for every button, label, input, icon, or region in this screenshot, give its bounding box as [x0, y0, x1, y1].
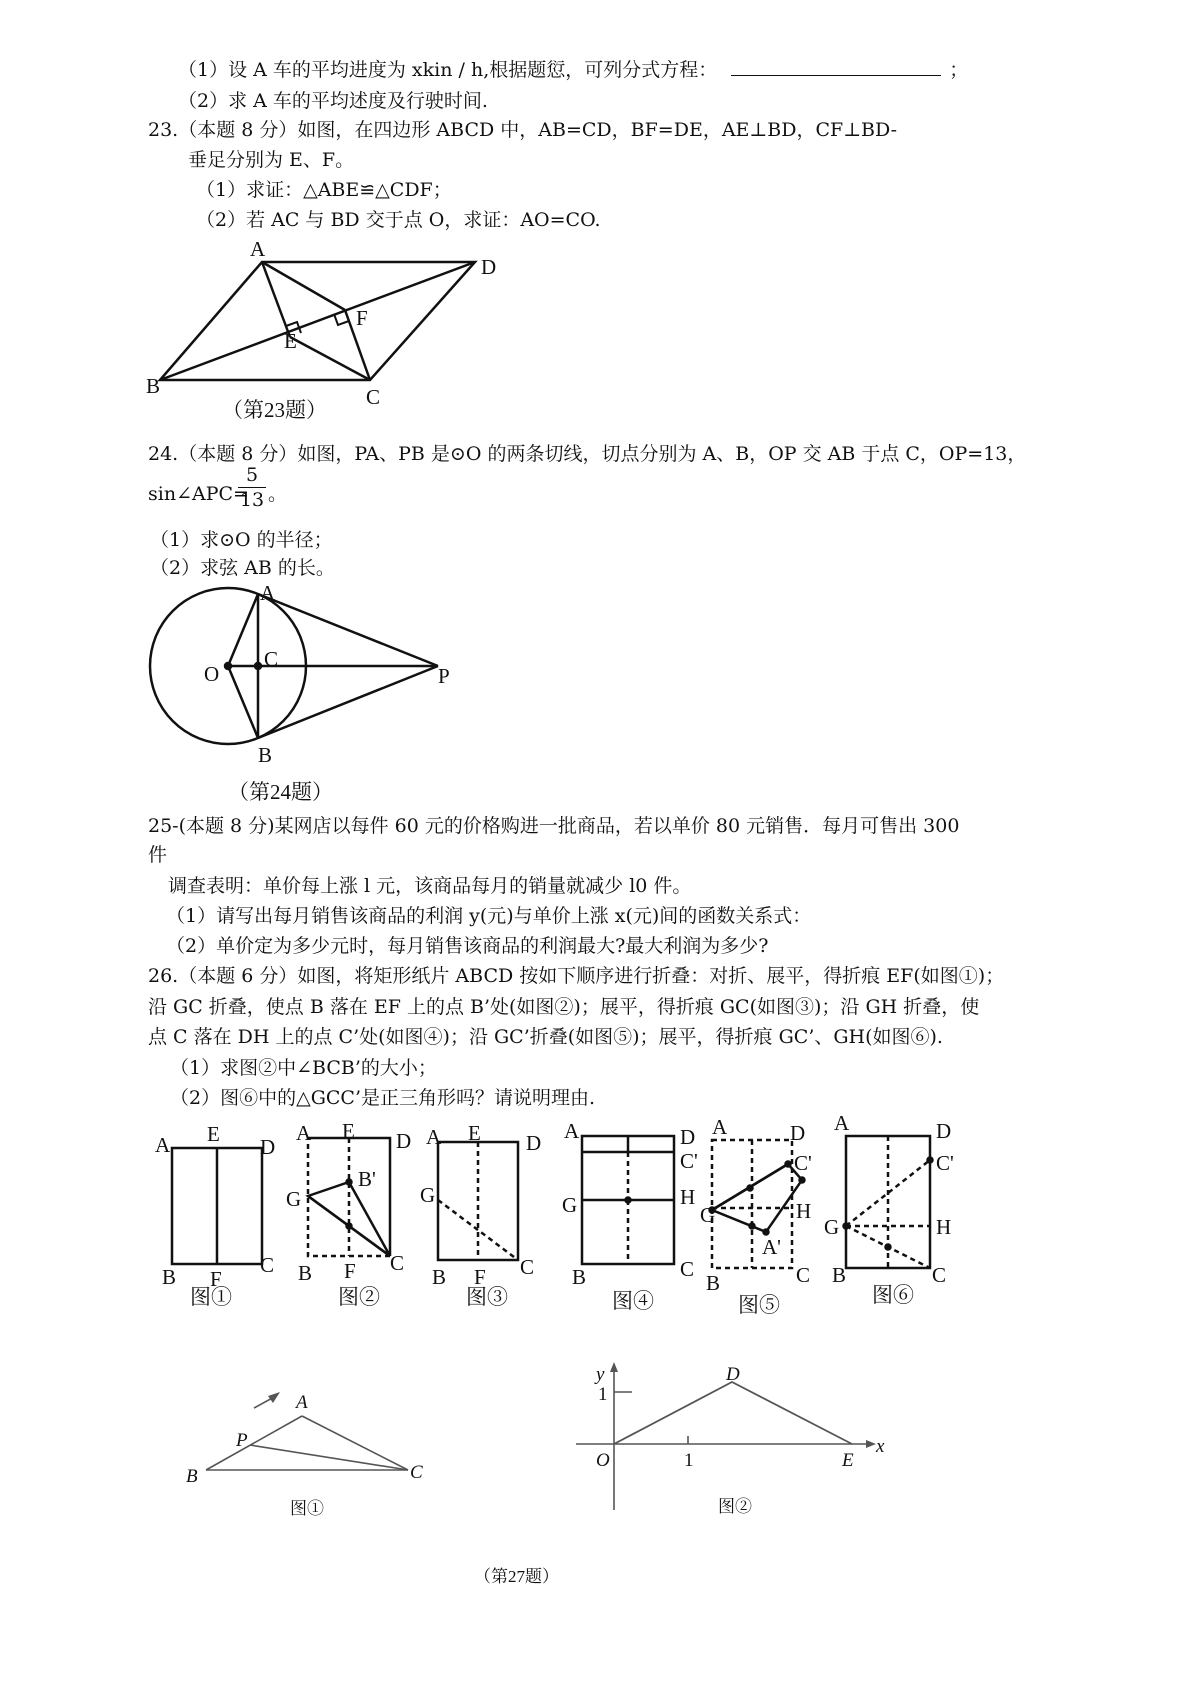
- label-cp: C': [794, 1151, 812, 1175]
- label-b: B: [832, 1263, 847, 1287]
- label-b: B: [258, 743, 273, 767]
- fig2-caption: 图②: [338, 1285, 380, 1309]
- q24-sin-suffix: 。: [268, 483, 288, 505]
- label-b: B: [706, 1271, 721, 1295]
- q25-stem-line1: 25-(本题 8 分)某网店以每件 60 元的价格购进一批商品，若以单价 80 元销售．每月可售出 300: [148, 815, 960, 837]
- label-a: A: [250, 237, 266, 261]
- label-c: C: [410, 1462, 423, 1483]
- label-c: C: [796, 1263, 811, 1287]
- label-h: H: [936, 1215, 952, 1239]
- point-g: [844, 1224, 849, 1229]
- label-d: D: [790, 1121, 806, 1145]
- segment-af: [262, 262, 345, 310]
- label-b: B: [162, 1265, 177, 1289]
- q22-part1-text: （1）设 A 车的平均进度为 xkin / h,根据题愆，可列分式方程：: [178, 59, 718, 81]
- q25-part1: （1）请写出每月销售该商品的利润 y(元)与单价上涨 x(元)间的函数关系式：: [166, 905, 812, 927]
- label-c: C: [390, 1251, 405, 1275]
- q26-fig2: [308, 1138, 390, 1256]
- q26-fig6: [844, 1136, 933, 1268]
- label-f: F: [344, 1259, 356, 1283]
- diagonal-bd: [160, 262, 475, 380]
- q27-caption: （第27题）: [474, 1567, 559, 1586]
- label-e: E: [207, 1122, 220, 1146]
- point-c: [255, 663, 261, 669]
- label-f: F: [474, 1265, 486, 1289]
- radius-ob: [228, 666, 258, 738]
- label-g: G: [420, 1183, 436, 1207]
- label-c: C: [260, 1253, 275, 1277]
- label-c: C: [680, 1257, 695, 1281]
- label-d: D: [680, 1125, 696, 1149]
- point-cp: [928, 1158, 933, 1163]
- label-x: x: [876, 1436, 885, 1457]
- q24-sin-prefix: sin∠APC=: [148, 483, 249, 505]
- label-d: D: [260, 1135, 276, 1159]
- label-one-x: 1: [684, 1450, 694, 1471]
- point-o: [225, 663, 231, 669]
- label-cp: C': [680, 1149, 698, 1173]
- label-h: H: [796, 1199, 812, 1223]
- q26-part2: （2）图⑥中的△GCC’是正三角形吗？请说明理由.: [170, 1087, 596, 1109]
- q26-fig3: [438, 1142, 518, 1260]
- label-d: D: [526, 1131, 542, 1155]
- label-c: C: [932, 1263, 947, 1287]
- q26-part1: （1）求图②中∠BCB’的大小；: [170, 1057, 437, 1079]
- point-upper: [748, 1186, 753, 1191]
- graph-line-ode: [614, 1382, 852, 1444]
- q26-stem-line3: 点 C 落在 DH 上的点 C’处(如图④)；沿 GC’折叠(如图⑤)；展平，得折痕 GC’、GH(如图⑥).: [148, 1026, 943, 1048]
- label-a: A: [426, 1125, 442, 1149]
- label-o: O: [596, 1450, 610, 1471]
- q22-part1-end: ；: [949, 59, 969, 81]
- q23-part1: （1）求证：△ABE≌△CDF；: [196, 179, 452, 201]
- label-p: P: [438, 664, 450, 688]
- label-d: D: [396, 1129, 412, 1153]
- label-bp: B': [358, 1167, 376, 1191]
- point-mid: [886, 1245, 891, 1250]
- label-e: E: [284, 329, 297, 353]
- q23-stem-line2: 垂足分别为 E、F。: [188, 149, 355, 171]
- point-bp: [347, 1180, 352, 1185]
- q24-stem-line1: 24.（本题 8 分）如图，PA、PB 是⊙O 的两条切线，切点分别为 A、B，OP 交 AB 于点 C，OP=13，: [148, 443, 1027, 465]
- label-c: C: [366, 385, 381, 409]
- q24-part1: （1）求⊙O 的半径；: [150, 529, 333, 551]
- label-b: B: [298, 1261, 313, 1285]
- label-p: P: [236, 1430, 248, 1451]
- label-a: A: [260, 581, 276, 605]
- point-right: [800, 1178, 805, 1183]
- label-b: B: [146, 374, 161, 398]
- label-a: A: [296, 1392, 308, 1413]
- point-cp: [786, 1162, 791, 1167]
- q25-stem-line2: 件: [148, 844, 168, 866]
- q26-stem-line1: 26.（本题 6 分）如图，将矩形纸片 ABCD 按如下顺序进行折叠：对折、展平，得折痕 EF(如图①)；: [148, 965, 1005, 987]
- q26-fig1: [172, 1148, 262, 1264]
- q24-figure: [150, 588, 438, 744]
- point-lower: [750, 1224, 755, 1229]
- label-g: G: [286, 1187, 302, 1211]
- fig4-caption: 图④: [612, 1289, 654, 1313]
- label-b: B: [432, 1265, 447, 1289]
- point-mid: [347, 1224, 352, 1229]
- label-d: D: [726, 1364, 740, 1385]
- q24-caption: （第24题）: [228, 780, 333, 804]
- folded-quadrilateral: [712, 1164, 802, 1232]
- q27-fig1-caption: 图①: [290, 1499, 324, 1518]
- label-c: C: [264, 647, 279, 671]
- tangent-pb: [258, 666, 438, 738]
- y-axis-arrowhead: [610, 1362, 618, 1372]
- label-g: G: [824, 1215, 840, 1239]
- fraction-numerator: 5: [245, 464, 259, 486]
- q22-part2: （2）求 A 车的平均述度及行驶时间.: [178, 90, 488, 112]
- radius-oa: [228, 594, 258, 666]
- label-b: B: [572, 1265, 587, 1289]
- tangent-pa: [258, 594, 438, 666]
- label-e: E: [342, 1119, 355, 1143]
- segment-ba: [206, 1416, 302, 1470]
- q23-stem-line1: 23.（本题 8 分）如图，在四边形 ABCD 中，AB=CD，BF=DE，AE⊥BD，CF⊥BD-: [148, 119, 898, 141]
- point-mid: [626, 1198, 631, 1203]
- label-b: B: [186, 1466, 198, 1487]
- q26-stem-line2: 沿 GC 折叠，使点 B 落在 EF 上的点 B’处(如图②)；展平，得折痕 GC(如图③)；沿 GH 折叠，使: [148, 996, 980, 1018]
- q26-fig5: [710, 1140, 805, 1268]
- fig6-caption: 图⑥: [872, 1283, 914, 1307]
- label-a: A: [564, 1119, 580, 1143]
- label-f: F: [356, 306, 368, 330]
- point-ap: [764, 1230, 769, 1235]
- label-e: E: [468, 1121, 481, 1145]
- fig5-caption: 图⑤: [738, 1293, 780, 1317]
- q26-fig4: [582, 1136, 674, 1264]
- segment-ae: [262, 262, 290, 337]
- label-f: F: [210, 1267, 222, 1291]
- label-g: G: [562, 1193, 578, 1217]
- label-c: C: [520, 1255, 535, 1279]
- fig1-caption: 图①: [190, 1285, 232, 1309]
- label-a: A: [296, 1121, 312, 1145]
- label-y: y: [596, 1364, 605, 1385]
- x-axis-arrowhead: [866, 1440, 876, 1448]
- label-a: A: [712, 1115, 728, 1139]
- label-d: D: [936, 1119, 952, 1143]
- q24-part2: （2）求弦 AB 的长。: [150, 557, 335, 579]
- q25-stem-line3: 调查表明：单价每上涨 l 元，该商品每月的销量就减少 l0 件。: [168, 875, 692, 897]
- fraction-denominator: 13: [239, 489, 265, 511]
- label-a: A: [834, 1111, 850, 1135]
- label-a: A: [155, 1133, 171, 1157]
- q23-part2: （2）若 AC 与 BD 交于点 O，求证：AO=CO.: [196, 209, 601, 231]
- label-h: H: [680, 1185, 696, 1209]
- label-o: O: [204, 662, 220, 686]
- label-cp: C': [936, 1151, 954, 1175]
- q25-part2: （2）单价定为多少元时，每月销售该商品的利润最大?最大利润为多少?: [166, 935, 769, 957]
- label-g: G: [700, 1203, 716, 1227]
- q27-fig2-caption: 图②: [718, 1497, 752, 1516]
- label-ap: A': [762, 1235, 781, 1259]
- q23-caption: （第23题）: [222, 398, 327, 422]
- direction-arrowhead: [268, 1392, 280, 1403]
- label-e: E: [842, 1450, 854, 1471]
- label-d: D: [481, 255, 497, 279]
- fig3-caption: 图③: [466, 1285, 508, 1309]
- label-one-y: 1: [598, 1384, 608, 1405]
- q23-figure: [160, 262, 475, 380]
